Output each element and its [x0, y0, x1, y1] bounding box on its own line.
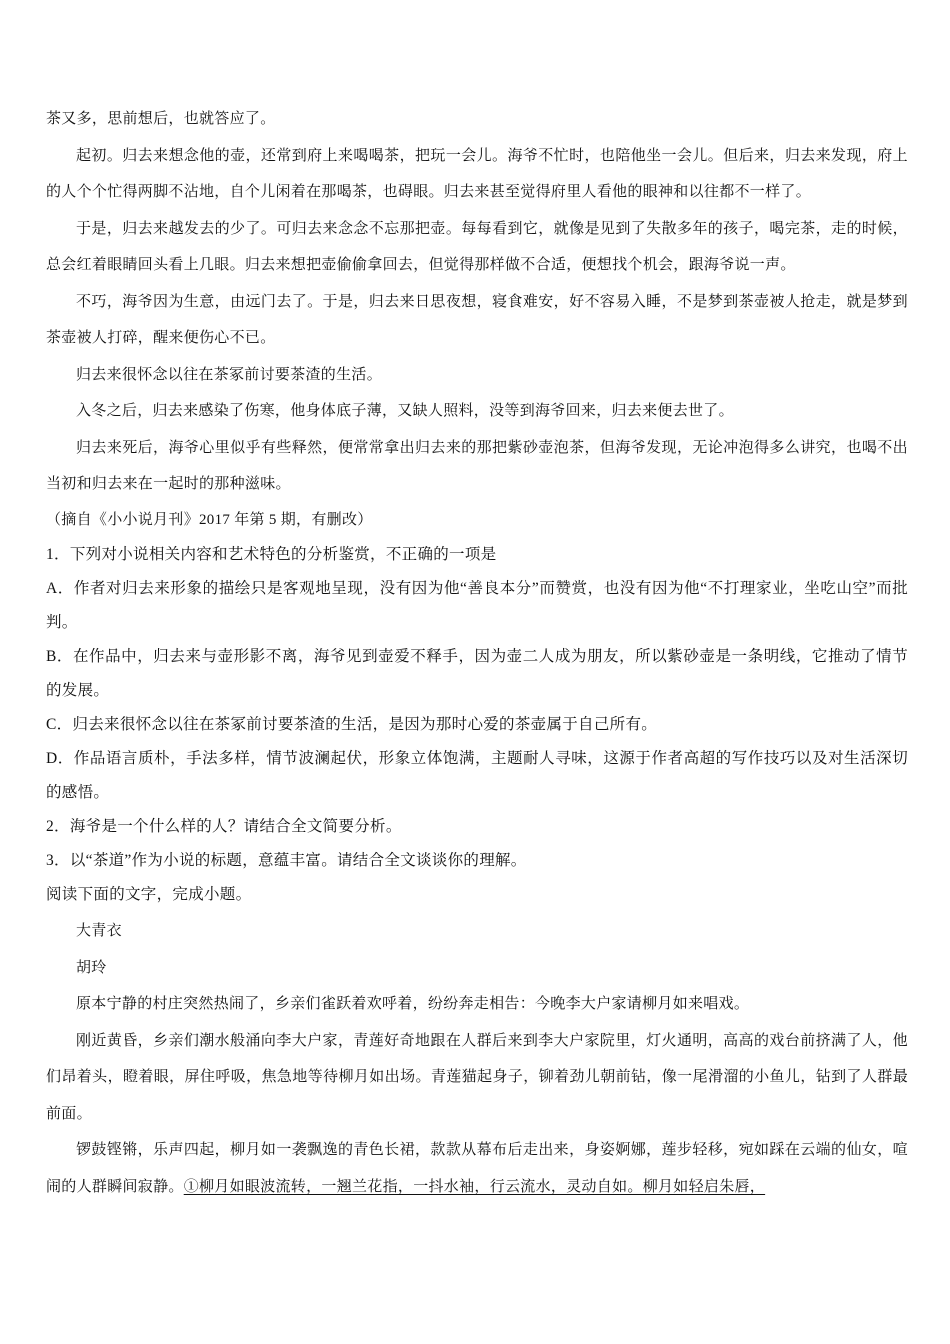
document-page [46, 100, 908, 1204]
story-paragraph: 原本宁静的村庄突然热闹了，乡亲们雀跃着欢呼着，纷纷奔走相告：今晚李大户家请柳月如来唱戏。 [76, 994, 750, 1012]
question-1-option-b: B．在作品中，归去来与壶形影不离，海爷见到壶爱不释手，因为壶二人成为朋友，所以紫砂壶是一条明线，它推动了情节的发展。 [46, 648, 908, 699]
question-1-option-c: C．归去来很怀念以往在茶冢前讨要茶渣的生活，是因为那时心爱的茶壶属于自己所有。 [46, 716, 658, 733]
question-1-stem: 1．下列对小说相关内容和艺术特色的分析鉴赏，不正确的一项是 [46, 546, 497, 563]
question-1-option-d: D．作品语言质朴，手法多样，情节波澜起伏，形象立体饱满，主题耐人寻味，这源于作者高超的写作技巧以及对生活深切的感悟。 [46, 750, 908, 801]
story-paragraph: 起初。归去来想念他的壶，还常到府上来喝喝茶，把玩一会儿。海爷不忙时，也陪他坐一会儿。但后来，归去来发现，府上的人个个忙得两脚不沾地，自个儿闲着在那喝茶，也碍眼。归去来甚至觉得府里人看他的眼神和以往都不一样了。 [46, 145, 908, 200]
story-paragraph: 于是，归去来越发去的少了。可归去来念念不忘那把壶。每每看到它，就像是见到了失散多年的孩子，喝完茶，走的时候，总会红着眼睛回头看上几眼。归去来想把壶偷偷拿回去，但觉得那样做不合适，便想找个机会，跟海爷说一声。 [46, 218, 908, 273]
story-paragraph: 归去来死后，海爷心里似乎有些释然，便常常拿出归去来的那把紫砂壶泡茶，但海爷发现，无论冲泡得多么讲究，也喝不出当初和归去来在一起时的那种滋味。 [46, 437, 908, 492]
source-citation: （摘自《小小说月刊》2017 年第 5 期，有删改） [46, 511, 373, 528]
story-paragraph: 不巧，海爷因为生意，由远门去了。于是，归去来日思夜想，寝食难安，好不容易入睡，不是梦到茶壶被人抢走，就是梦到茶壶被人打碎，醒来便伤心不已。 [46, 291, 908, 346]
underlined-passage: ①柳月如眼波流转，一翘兰花指，一抖水袖，行云流水，灵动自如。柳月如轻启朱唇， [183, 1176, 766, 1195]
story-paragraph: 茶又多，思前想后，也就答应了。 [46, 109, 276, 127]
question-1-option-a: A．作者对归去来形象的描绘只是客观地呈现，没有因为他“善良本分”而赞赏，也没有因为他“不打理家业，坐吃山空”而批判。 [46, 580, 908, 631]
story-paragraph: 入冬之后，归去来感染了伤寒，他身体底子薄，又缺人照料，没等到海爷回来，归去来便去世了。 [76, 401, 734, 419]
story-paragraph: 归去来很怀念以往在茶冢前讨要茶渣的生活。 [76, 364, 383, 383]
question-2: 2．海爷是一个什么样的人？请结合全文简要分析。 [46, 818, 402, 835]
story-author: 胡玲 [76, 957, 107, 976]
question-3: 3．以“茶道”作为小说的标题，意蕴丰富。请结合全文谈谈你的理解。 [46, 852, 527, 869]
paragraph-text: 锣鼓铿锵，乐声四起，柳月如一袭飘逸的青色长裙，款款从幕布后走出来，身姿婀娜，莲步轻移，宛如踩在云端的仙女，喧闹的人群瞬间寂静。 [46, 1140, 908, 1195]
story-paragraph: 刚近黄昏，乡亲们潮水般涌向李大户家，青莲好奇地跟在人群后来到李大户家院里，灯火通明，高高的戏台前挤满了人，他们昂着头，瞪着眼，屏住呼吸，焦急地等待柳月如出场。青莲猫起身子，铆着劲儿朝前钻，像一尾滑溜的小鱼儿，钻到了人群最前面。 [46, 1030, 908, 1122]
section-instruction: 阅读下面的文字，完成小题。 [46, 886, 252, 903]
story-paragraph [46, 1131, 908, 1204]
story-title: 大青衣 [76, 921, 122, 939]
